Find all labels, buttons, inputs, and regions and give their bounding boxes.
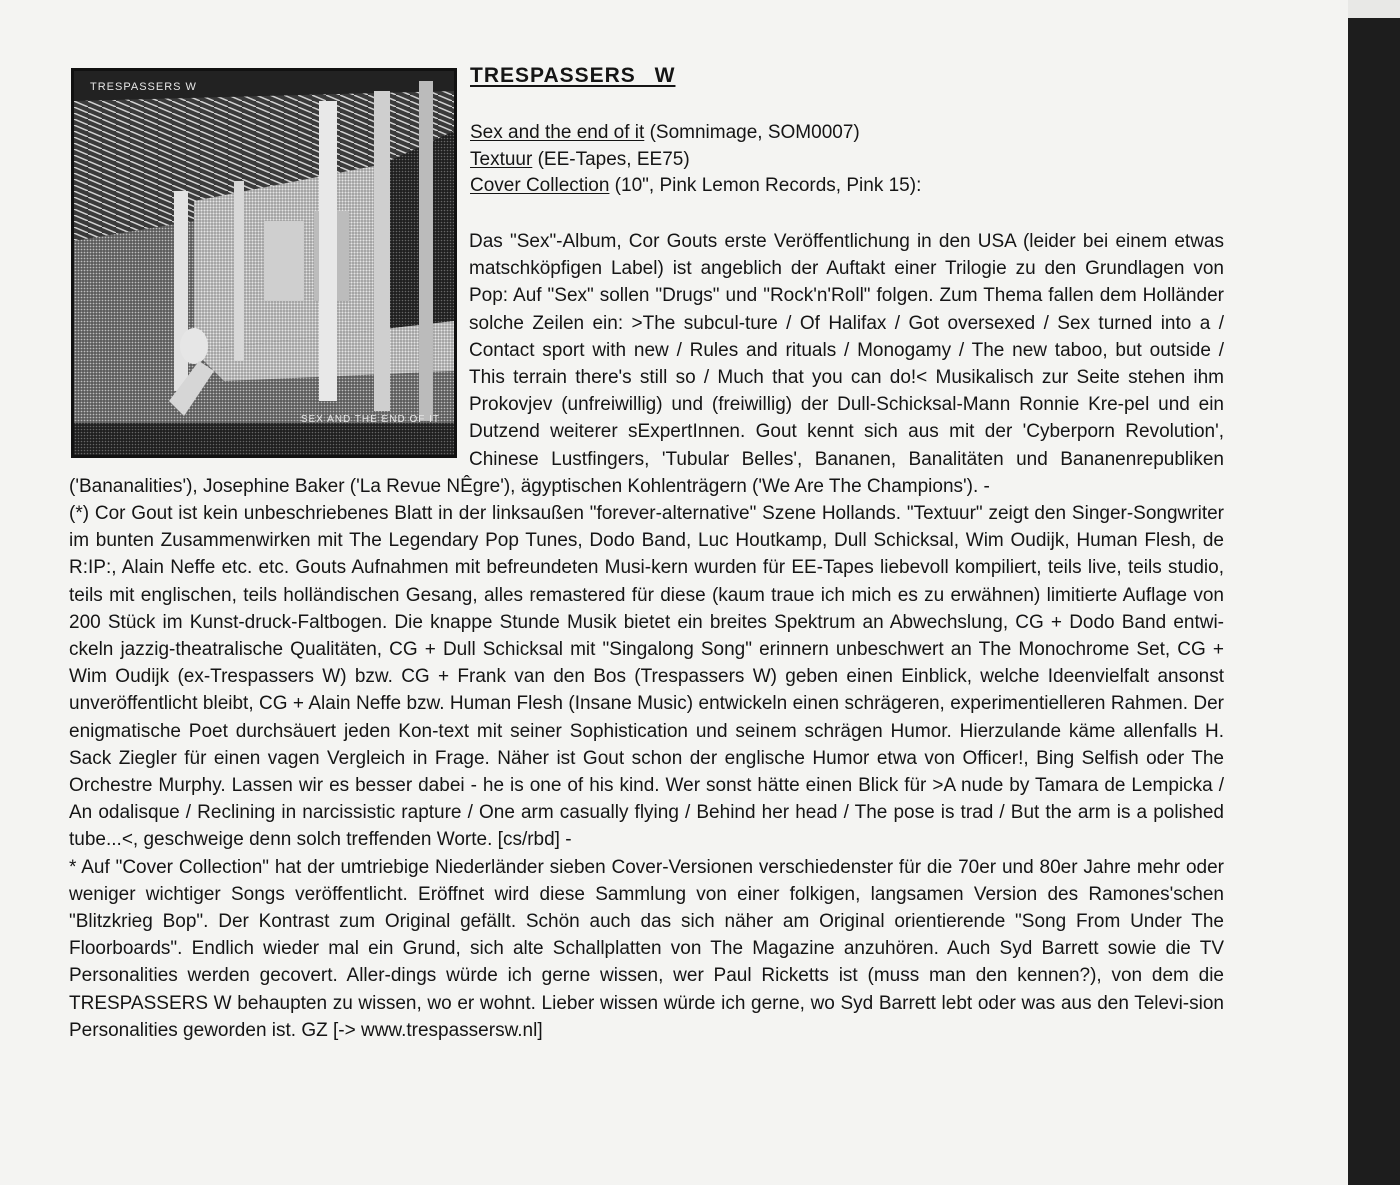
review-body xyxy=(69,228,1224,1044)
release-list xyxy=(470,120,921,200)
release-item xyxy=(470,147,921,174)
cover-wrap-spacer xyxy=(69,228,469,460)
cover-band-label: TRESPASSERS W xyxy=(90,81,197,93)
release-details: (10", Pink Lemon Records, Pink 15): xyxy=(609,175,922,196)
release-title: Sex and the end of it xyxy=(470,122,645,143)
review-paragraph-textuur: (*) Cor Gout ist kein unbeschriebenes Blatt in der linksaußen "forever-alternative" Szene Hollands. "Textuur" zeigt den Singer-Songwriter im bunten Zusammenwirken mit The Legendary Pop Tunes, Dodo Band, Luc Houtkamp, Dull Schicksal, Wim Oudijk, Human Flesh, de R:IP:, Alain Neffe etc. etc. Gouts Aufnahmen mit befreundeten Musi-kern wurden für EE-Tapes liebevoll kompiliert, teils live, teils studio, teils mit englischen, teils holländischen Gesang, alles remastered für diese (kaum traue ich mich es zu erwähnen) limitierte Auflage von 200 Stück im Kunst-druck-Faltbogen. Die knappe Stunde Musik bietet ein breites Spektrum an Abwechslung, CG + Dodo Band entwi-ckeln jazzig-theatralische Qualitäten, CG + Dull Schicksal mit "Singalong Song" erinnern unbeschwert an The Monochrome Set, CG + Wim Oudijk (ex-Trespassers W) bzw. CG + Frank van den Bos (Trespassers W) geben einen Einblick, welche Ideenvielfalt ansonst unveröffentlicht bleibt, CG + Alain Neffe bzw. Human Flesh (Insane Music) entwickeln einen schrägeren, experimentielleren Rahmen. Der enigmatische Poet durchsäuert jeden Kon-text mit seiner Sophistication und seinem schrägen Humor. Hierzulande käme allenfalls H. Sack Ziegler für einen vagen Vergleich in Frage. Näher ist Gout schon der englische Humor etwa von Officer!, Bing Selfish oder The Orchestre Murphy. Lassen wir es besser dabei - he is one of his kind. Wer sonst hätte einen Blick für >A nude by Tamara de Lempicka / An odalisque / Reclining in narcissistic rapture / One arm casually flying / Behind her head / The pose is trad / But the arm is a polished tube...<, geschweige denn solch treffenden Worte. [cs/rbd] - xyxy=(69,503,1224,851)
cover-title-label: SEX AND THE END OF IT xyxy=(300,414,440,425)
release-title: Cover Collection xyxy=(470,175,610,196)
article-heading: TRESPASSERS W xyxy=(470,64,676,87)
release-details: (Somnimage, SOM0007) xyxy=(644,122,860,143)
release-details: (EE-Tapes, EE75) xyxy=(532,148,690,170)
release-item xyxy=(470,173,921,200)
review-paragraph-sex: Das "Sex"-Album, Cor Gouts erste Veröffentlichung in den USA (leider bei einem etwas matschköpfigen Label) ist angeblich der Auftakt einer Trilogie zu den Grundlagen von Pop: Auf "Sex" sollen "Drugs" und "Rock'n'Roll" folgen. Zum Thema fallen dem Holländer solche Zeilen ein: >The subcul-ture / Of Halifax / Got oversexed / Sex turned into a / Contact sport with new / Rules and rituals / Monogamy / The new taboo, but outside / This terrain there's still so / Much that you can do!< Musikalisch zur Seite stehen ihm Prokovjev (unfreiwillig) und (freiwillig) der Dull-Schicksal-Mann Ronnie Kre-pel und ein Dutzend weiterer sExpertInnen. Gout kennt sich aus mit der 'Cyberporn Revolution', Chinese Lustfingers, 'Tubular Belles', Bananen, Banalitäten und Bananenrepubliken ('Bananalities'), Josephine Baker ('La Revue NÊgre'), ägyptischen Kohlenträgern ('We Are The Champions'). - xyxy=(69,231,1224,497)
release-title: Textuur xyxy=(470,148,533,170)
release-item xyxy=(470,120,921,147)
scan-edge xyxy=(1348,18,1400,1185)
review-paragraph-cover-collection: * Auf "Cover Collection" hat der umtriebige Niederländer sieben Cover-Versionen verschiedenster für die 70er und 80er Jahre mehr oder weniger wichtiger Songs veröffentlicht. Eröffnet wird diese Sammlung von einer folkigen, langsamen Version des Ramones'schen "Blitzkrieg Bop". Der Kontrast zum Original gefällt. Schön auch das sich näher am Original orientierende "Song From Under The Floorboards". Endlich wieder mal ein Grund, sich alte Schallplatten von The Magazine anzuhören. Auch Syd Barrett sowie die TV Personalities werden gecovert. Aller-dings würde ich gerne wissen, wer Paul Ricketts ist (muss man den kennen?), von dem die TRESPASSERS W behaupten zu wissen, wo er wohnt. Lieber wissen würde ich gerne, wo Syd Barrett lebt oder was aus den Televi-sion Personalities geworden ist. GZ [-> www.trespassersw.nl] xyxy=(69,856,1224,1041)
